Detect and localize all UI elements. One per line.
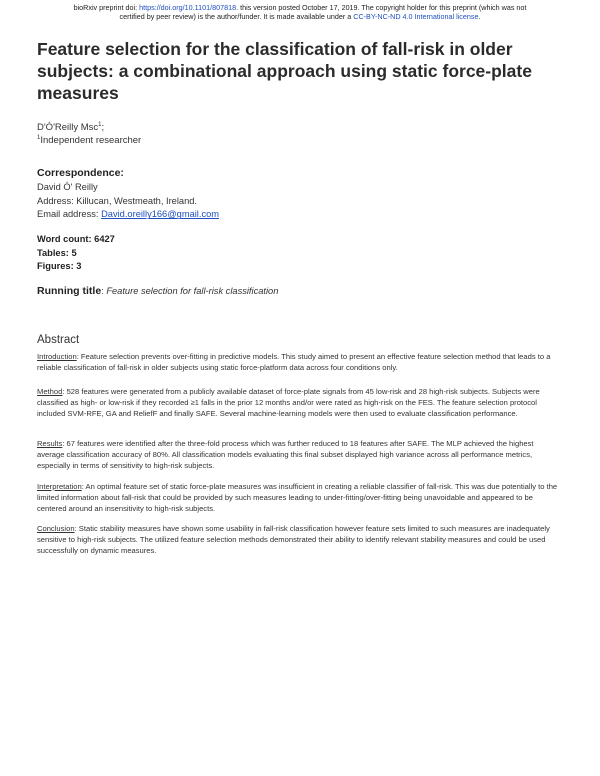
correspondence-email-line (37, 208, 219, 222)
affiliation-text: Independent researcher (40, 135, 142, 146)
header-line2-suffix: . (478, 12, 481, 21)
section-label: Introduction (37, 352, 77, 361)
doi-link[interactable]: https://doi.org/10.1101/807818 (139, 3, 237, 12)
running-title (37, 285, 278, 297)
figures-count: Figures: 3 (37, 261, 82, 272)
abstract-method (37, 386, 562, 420)
abstract-introduction (37, 351, 562, 373)
running-title-sep: : (101, 286, 107, 296)
correspondence-address: Address: Killucan, Westmeath, Ireland. (37, 195, 198, 206)
author-name: D'Ó'Reilly Msc (37, 122, 99, 133)
correspondence-name: David Ó' Reilly (37, 182, 98, 192)
section-label: Interpretation (37, 482, 82, 491)
section-label: Method (37, 387, 63, 396)
author-sup: 1 (98, 122, 102, 128)
preprint-header (0, 3, 600, 21)
abstract-conclusion (37, 523, 562, 557)
header-line2-prefix: certified by peer review) is the author/funder. It is made available under a (119, 12, 354, 21)
section-label: Results (37, 439, 63, 448)
counts-block (37, 233, 115, 274)
header-line1-suffix: . this version posted October 17, 2019. The copyright holder for this preprint (which was not (236, 3, 527, 12)
section-text: : Feature selection prevents over-fitting in predictive models. This study aimed to present an effective feature selection method that leads to a reliable classification of fall-risk in older subjects using static force-platform data across four conditions only. (37, 352, 551, 373)
tables-count: Tables: 5 (37, 247, 77, 258)
author-line (37, 122, 104, 134)
affiliation-sup: 1 (37, 135, 41, 141)
abstract-results (37, 438, 562, 472)
email-label: Email address: (37, 209, 102, 220)
email-link[interactable]: David.oreilly166@gmail.com (101, 209, 220, 220)
section-text: : An optimal feature set of static force-plate measures was insufficient in creating a reliable classifier of fall-risk. This was due potentially to the limited information about fall-risk that could be provided by such measures leading to under-fitting/over-fitting being unavoidable and appeared to be centered around an insensitivity to high-risk subjects. (37, 482, 558, 514)
header-line1-prefix: bioRxiv preprint doi: (73, 3, 140, 12)
abstract-heading: Abstract (37, 334, 80, 346)
affiliation-line (37, 135, 141, 147)
running-title-text: Feature selection for fall-risk classification (106, 286, 279, 296)
correspondence-block (37, 181, 219, 222)
correspondence-heading: Correspondence: (37, 167, 124, 179)
paper-title: Feature selection for the classification of fall-risk in older subjects: a combinational approach using static force-plate measures (37, 39, 532, 103)
abstract-interpretation (37, 481, 562, 515)
word-count: Word count: 6427 (37, 234, 115, 244)
header-line-2 (0, 12, 600, 21)
running-title-label: Running title (37, 285, 102, 297)
header-line-1 (0, 3, 600, 12)
section-text: : 67 features were identified after the three-fold process which was further reduced to 18 features after SAFE. The MLP achieved the highest average classification accuracy of 80%. All classification models evaluating this final subset displayed high variance across all performance metrics, especially in terms of sensitivity to high-risk subjects. (37, 439, 534, 471)
section-text: : 528 features were generated from a publicly available dataset of force-plate signals from 45 low-risk and 28 high-risk subjects. Subjects were classified as high- or low-risk if they recorded ≥1 falls in the prior 12 months and/or were rated as high-risk on the FES. The feature selection protocol included SVM-RFE, GA and ReliefF and finally SAFE. Several machine-learning models were then used to evaluate classification performance. (37, 387, 540, 419)
section-label: Conclusion (37, 524, 75, 533)
section-text: : Static stability measures have shown some usability in fall-risk classification however feature sets limited to such measures are inadequately sensitive to high-risk subjects. The utilized feature selection methods demonstrated their ability to identify relevant stability measures and could be used successfully on dynamic measures. (37, 524, 550, 556)
license-link[interactable]: CC-BY-NC-ND 4.0 International license (353, 12, 479, 21)
author-suffix: ; (101, 122, 105, 133)
